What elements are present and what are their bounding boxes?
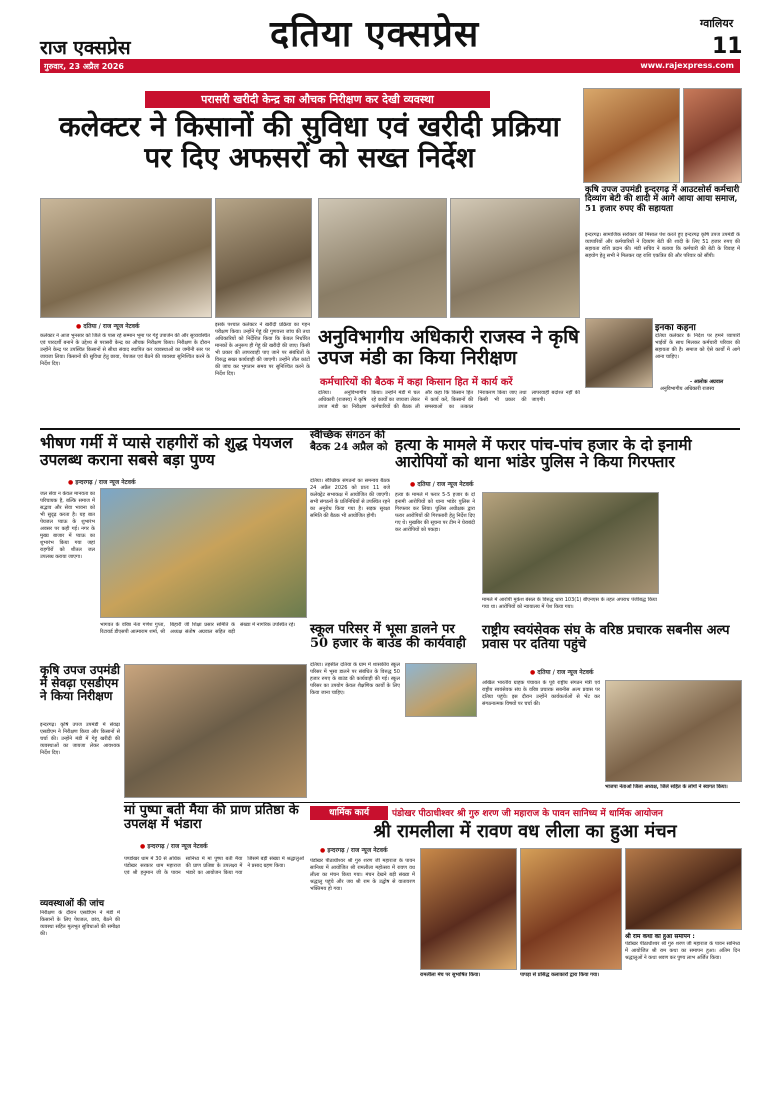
date-text: गुरुवार, 23 अप्रैल 2026 [44,62,124,71]
ramleela-kicker: पंडोखर पीठाधीश्वर श्री गुरु शरण जी महाराज के पावन सानिध्य में धार्मिक आयोजन [392,809,663,819]
sdm-body: दतिया। अनुविभागीय अधिकारी (राजस्व) ने कृषि उपज मंडी का निरीक्षण किया। उन्होंने मंडी में चल रहे कार्यों का जायजा लेकर कर्मचारियों की बैठक ली और कहा कि किसान हित में कार्य करें, किसानों की समस्याओं का तत्काल निराकरण किया जाए तथा किसी भी प्रकार की लापरवाही बर्दाश्त नहीं की जाएगी। [318,390,580,410]
bhandara-body: पण्डोखर धाम में 30 से अधिक पंडोखर सरकार धाम महाराज एवं श्री हनुमान जी के पावन सानिध्य में मां पुष्पा बती मैया की प्राण प्रतिष्ठा के उपलक्ष्य में भंडारे का आयोजन किया गया जिसमें बड़ी संख्या में श्रद्धालुओं ने प्रसाद ग्रहण किया। [124,856,304,876]
side-box-body: दतिया कलेक्टर के निर्देश पर हमने व्यापारी भाईयों के साथ मिलकर कर्मचारी परिवार की सहायता की है। समाज को ऐसे कार्यों में आगे आना चाहिए। [655,333,740,360]
school-photo [405,663,477,717]
arrest-byline: ● दतिया / राज न्यूज नेटवर्क [410,481,474,488]
rss-byline: ● दतिया / राज न्यूज नेटवर्क [530,669,594,676]
city-label: ग्वालियर [700,17,734,30]
side-box-title: इनका कहना [655,323,696,333]
rss-photo [605,680,742,782]
lead-photo-1 [40,198,212,318]
school-body: दतिया। तहसील दतिया के ग्राम में शासकीय स्कूल परिसर में भूसा डालने पर संबंधित के विरुद्ध 50 हजार रुपए के बाउंड की कार्यवाही की गई। स्कूल परिसर का उपयोग केवल शैक्षणिक कार्यों के लिए किया जाना चाहिए। [310,662,400,696]
ramleela-caption-1: रामलीला मंच पर सुभाषित किया। [420,972,481,978]
side-body: इन्दरगढ़। सामाजिक सरोकार की मिसाल पेश करते हुए इन्दरगढ़ कृषि उपज उपमंडी के व्यापारियों और कर्मचारियों ने दिव्यांग बेटी की शादी के लिए 51 हजार रुपए की सहायता राशि प्रदान की। मंडी सचिव ने बताया कि कर्मचारी की बेटी के विवाह में सहयोग हेतु सभी ने मिलकर यह राशि एकत्रित की और परिवार को सौंपी। [585,232,740,259]
lead-byline: ● दतिया / राज न्यूज नेटवर्क [76,323,140,330]
swachh-headline: स्वैच्छिक संगठन की बैठक 24 अप्रैल को [310,429,388,453]
arrest-byline-text: दतिया / राज न्यूज नेटवर्क [417,481,474,488]
ramleela-tag: धार्मिक कार्य [310,806,388,820]
bhandara-byline-text: इन्दरगढ़ / राज न्यूज नेटवर्क [147,843,208,850]
website-link[interactable]: www.rajexpress.com [640,61,734,70]
seondha-sub: व्यवस्थाओं की जांच [40,899,105,909]
lead-byline-text: दतिया / राज न्यूज नेटवर्क [83,323,140,330]
ramleela-byline: ● इन्दरगढ़ / राज न्यूज नेटवर्क [320,847,388,854]
side-headline: कृषि उपज उपमंडी इन्दरगढ़ में आउटसोर्स कर्मचारी दिव्यांग बेटी की शादी में आगे आया आया समाज, 51 हजार रुपए की सहायता [585,185,740,214]
divider-1 [40,428,740,430]
arrest-body-2: मामले में आरोपी मुकेश बंसल के विरुद्ध धारा 103(1) बीएनएस के तहत अपराध पंजीबद्ध किया गया था। आरोपियों को न्यायालय में पेश किया गया। [482,597,657,610]
lead-photo-3 [318,198,447,318]
ramleela-photo-3 [625,848,742,930]
water-byline-text: इन्दरगढ़ / राज न्यूज नेटवर्क [75,479,136,486]
arrest-photo [482,492,659,594]
ramleela-photo-1 [420,848,517,970]
water-byline: ● इन्दरगढ़ / राज न्यूज नेटवर्क [68,479,136,486]
ramleela-side-body: पंडोखर पीठाधीश्वर श्री गुरु शरण जी महाराज के पावन सानिध्य में आयोजित श्री राम कथा का समापन हुआ। अंतिम दिन श्रद्धालुओं ने कथा श्रवण कर पुण्य लाभ अर्जित किया। [625,941,740,961]
seondha-body: इन्दरगढ़। कृषि उपज उपमंडी में सेवढ़ा एसडीएम ने निरीक्षण किया और किसानों से चर्चा की। उन्होंने मंडी में गेहूं खरीदी की व्यवस्थाओं का जायजा लेकर आवश्यक निर्देश दिए। [40,722,120,756]
ramleela-caption-2: पापड़ा से प्रसिद्ध कलाकारों द्वारा किया गया। [520,972,600,978]
rss-byline-text: दतिया / राज न्यूज नेटवर्क [537,669,594,676]
water-body: जल सेवा न केवल मानवता का परिचायक है, बल्कि समाज में सद्भाव और सेवा भावना को भी सुदृढ़ करता है। यह बात पेयजल प्याऊ के शुभारंभ अवसर पर कही गई। नगर के मुख्य बाजार में प्याऊ का शुभारंभ किया गया जहां राहगीरों को शीतल जल उपलब्ध कराया जाएगा। [40,491,95,560]
lead-body-col2: इसके पश्चात कलेक्टर ने खरीदी प्रक्रिया का गहन परीक्षण किया। उन्होंने गेहूं की गुणवत्ता जांच की तथा अधिकारियों को निर्देशित किया कि केवल निर्धारित मानकों के अनुरूप ही गेहूं की खरीदी की जाए। किसी भी प्रकार की लापरवाही पाए जाने पर संबंधितों के विरुद्ध सख्त कार्यवाही की जाएगी। उन्होंने तौल कांटों की जांच कर भुगतान समय पर सुनिश्चित करने के निर्देश दिए। [215,322,310,377]
arrest-body: हत्या के मामले में फरार 5-5 हजार के दो इनामी आरोपियों को थाना भांडेर पुलिस ने गिरफ्तार कर लिया। पुलिस अधीक्षक द्वारा फरार आरोपियों की गिरफ्तारी हेतु निर्देश दिए गए थे। मुखबिर की सूचना पर टीम ने घेराबंदी कर आरोपियों को पकड़ा। [395,492,475,533]
ramleela-photo-2 [520,848,622,970]
swachh-body: दतिया। स्वैच्छिक संगठनों का समन्वय बैठक 24 अप्रैल 2026 को प्रातः 11 बजे कलेक्ट्रेट सभाकक्ष में आयोजित की जाएगी। सभी संगठनों के प्रतिनिधियों से उपस्थित रहने का अनुरोध किया गया है। सड़क सुरक्षा समिति की बैठक भी आयोजित होगी। [310,478,390,519]
lead-headline: कलेक्टर ने किसानों की सुविधा एवं खरीदी प्रक्रिया पर दिए अफसरों को सख्त निर्देश [59,110,560,174]
arrest-headline: हत्या के मामले में फरार पांच-पांच हजार के दो इनामी आरोपियों को थाना भांडेर पुलिस ने किया गिरफ्तार [395,435,692,472]
water-headline: भीषण गर्मी में प्यासे राहगीरों को शुद्ध पेयजल उपलब्ध कराना सबसे बड़ा पुण्य [40,433,293,470]
school-headline: स्कूल परिसर में भूसा डालने पर 50 हजार के बाउंड की कार्यवाही [310,622,466,652]
lead-kicker: परासरी खरीदी केन्द्र का औचक निरीक्षण कर देखी व्यवस्था [145,91,490,108]
seondha-photo [124,664,307,798]
sdm-subhead: कर्मचारियों की बैठक में कहा किसान हित में कार्य करें [320,377,513,388]
ramleela-headline: श्री रामलीला में रावण वध लीला का हुआ मंचन [373,821,677,842]
ramleela-body: पंडोखर पीठाधीश्वर श्री गुरु शरण जी महाराज के पावन सानिध्य में आयोजित श्री रामलीला महोत्सव में रावण वध लीला का मंचन किया गया। मंचन देखने बड़ी संख्या में श्रद्धालु पहुंचे और जय श्री राम के उद्घोष से वातावरण भक्तिमय हो गया। [310,858,415,892]
rss-caption: भाजपा नेताओं जिला अध्यक्ष, जिले सहित के लोगों ने स्वागत किया। [605,784,728,790]
date-bar [40,59,740,73]
ramleela-side-head: श्री राम कथा का हुआ समापन : [625,933,695,940]
side-photo-3 [585,318,653,388]
bhandara-headline: मां पुष्पा बती मैया की प्राण प्रतिष्ठा के उपलक्ष में भंडारा [124,803,299,833]
side-photo-1 [583,88,680,183]
ramleela-byline-text: इन्दरगढ़ / राज न्यूज नेटवर्क [327,847,388,854]
masthead-title: दतिया एक्सप्रेस [270,13,480,55]
water-body-2: भागवत के वरिष्ठ नेता गणेश गुप्ता, रिटायर्ड डीएसपी आत्माराम शर्मा, श्री बिहारी जी शिक्षा प्रसार समिति के अध्यक्ष संतोष अग्रवाल सहित बड़ी संख्या में नागरिक उपस्थित रहे। [100,622,296,635]
sdm-headline: अनुविभागीय अधिकारी राजस्व ने कृषि उपज मंडी का किया निरीक्षण [318,326,580,369]
rss-headline: राष्ट्रीय स्वयंसेवक संघ के वरिष्ठ प्रचारक सबनीस अल्प प्रवास पर दतिया पहुंचे [482,623,730,653]
side-photo-2 [683,88,742,183]
water-photo [100,488,307,618]
seondha-headline: कृषि उपज उपमंडी में सेवढ़ा एसडीएम ने किया निरीक्षण [40,663,121,704]
brand-left: राज एक्सप्रेस [40,37,131,59]
side-box-sign: - आलोक अग्रवाल [690,379,724,385]
side-box-role: अनुविभागीय अधिकारी राजस्व [660,386,715,392]
bhandara-byline: ● इन्दरगढ़ / राज न्यूज नेटवर्क [140,843,208,850]
lead-body-col1: कलेक्टर ने आज भुनसार को जिले के पास रहे सम्मान भूमा पर गेहूं उपार्जन की और सुव्यवस्थित एवं पारदर्शी बनाने के उद्देश्य से परासरी केन्द्र का औचक निरीक्षण किया। निरीक्षण के दौरान उन्होंने केन्द्र पर उपस्थित किसानों से सीधा संवाद स्थापित कर व्यवस्थाओं का जमीनी स्तर पर जायजा लिया। किसानों की सुविधा हेतु छाया, पेयजल एवं बैठने की व्यवस्था सुनिश्चित करने के निर्देश दिए। [40,333,210,367]
rss-body: अखिल भारतीय ग्राहक पंचायत के पूर्व राष्ट्रीय संगठन मंत्री एवं राष्ट्रीय स्वयंसेवक संघ के वरिष्ठ प्रचारक सबनीस अल्प प्रवास पर दतिया पहुंचे। इस दौरान उन्होंने कार्यकर्ताओं से भेंट कर संगठनात्मक विषयों पर चर्चा की। [482,680,600,707]
lead-photo-2 [215,198,312,318]
page-number: 11 [712,34,743,59]
seondha-sub-body: निरीक्षण के दौरान एसडीएम ने मंडी में किसानों के लिए पेयजल, छांव, बैठने की व्यवस्था सहित मूलभूत सुविधाओं की समीक्षा की। [40,910,120,937]
lead-photo-4 [450,198,580,318]
